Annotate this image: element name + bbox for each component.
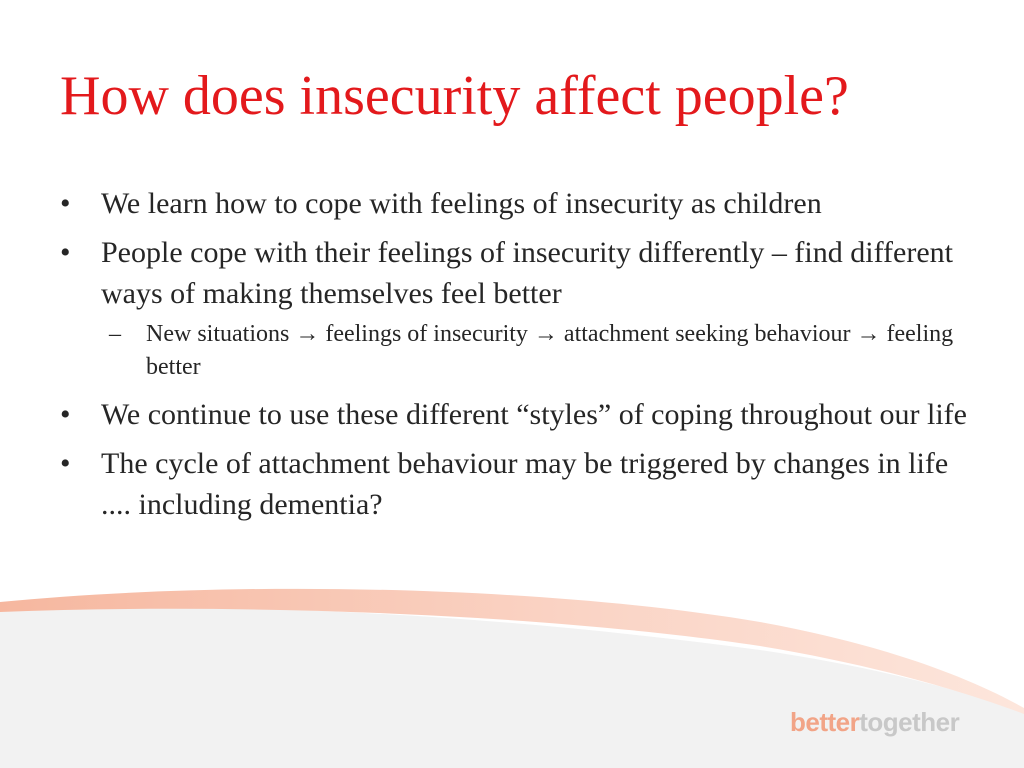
bullet-text: We learn how to cope with feelings of insecurity as children [101,187,822,220]
bullet-item [56,394,976,435]
logo-part-better: better [790,707,860,737]
bullet-text: We continue to use these different “styles” of coping throughout our life [101,398,967,431]
sub-bullet-text: New situations → feelings of insecurity → attachment seeking behaviour → feeling better [146,321,954,380]
logo-part-together: together [859,707,960,737]
bullet-text: The cycle of attachment behaviour may be triggered by changes in life .... including dementia? [101,447,949,521]
sub-bullet-item [101,318,976,384]
bullet-list [56,183,976,533]
slide-title: How does insecurity affect people? [60,65,849,127]
dash-marker: – [109,321,121,347]
bullet-marker: • [60,236,71,269]
bullet-text: People cope with their feelings of insecurity differently – find different ways of making themselves feel better [101,236,953,310]
bullet-item [56,183,976,224]
bullet-item [56,443,976,525]
bullet-marker: • [60,187,71,220]
footer-grey-area [0,607,1024,768]
bullet-item [56,232,976,314]
bettertogether-logo [790,705,959,739]
bullet-marker: • [60,447,71,480]
bullet-marker: • [60,398,71,431]
